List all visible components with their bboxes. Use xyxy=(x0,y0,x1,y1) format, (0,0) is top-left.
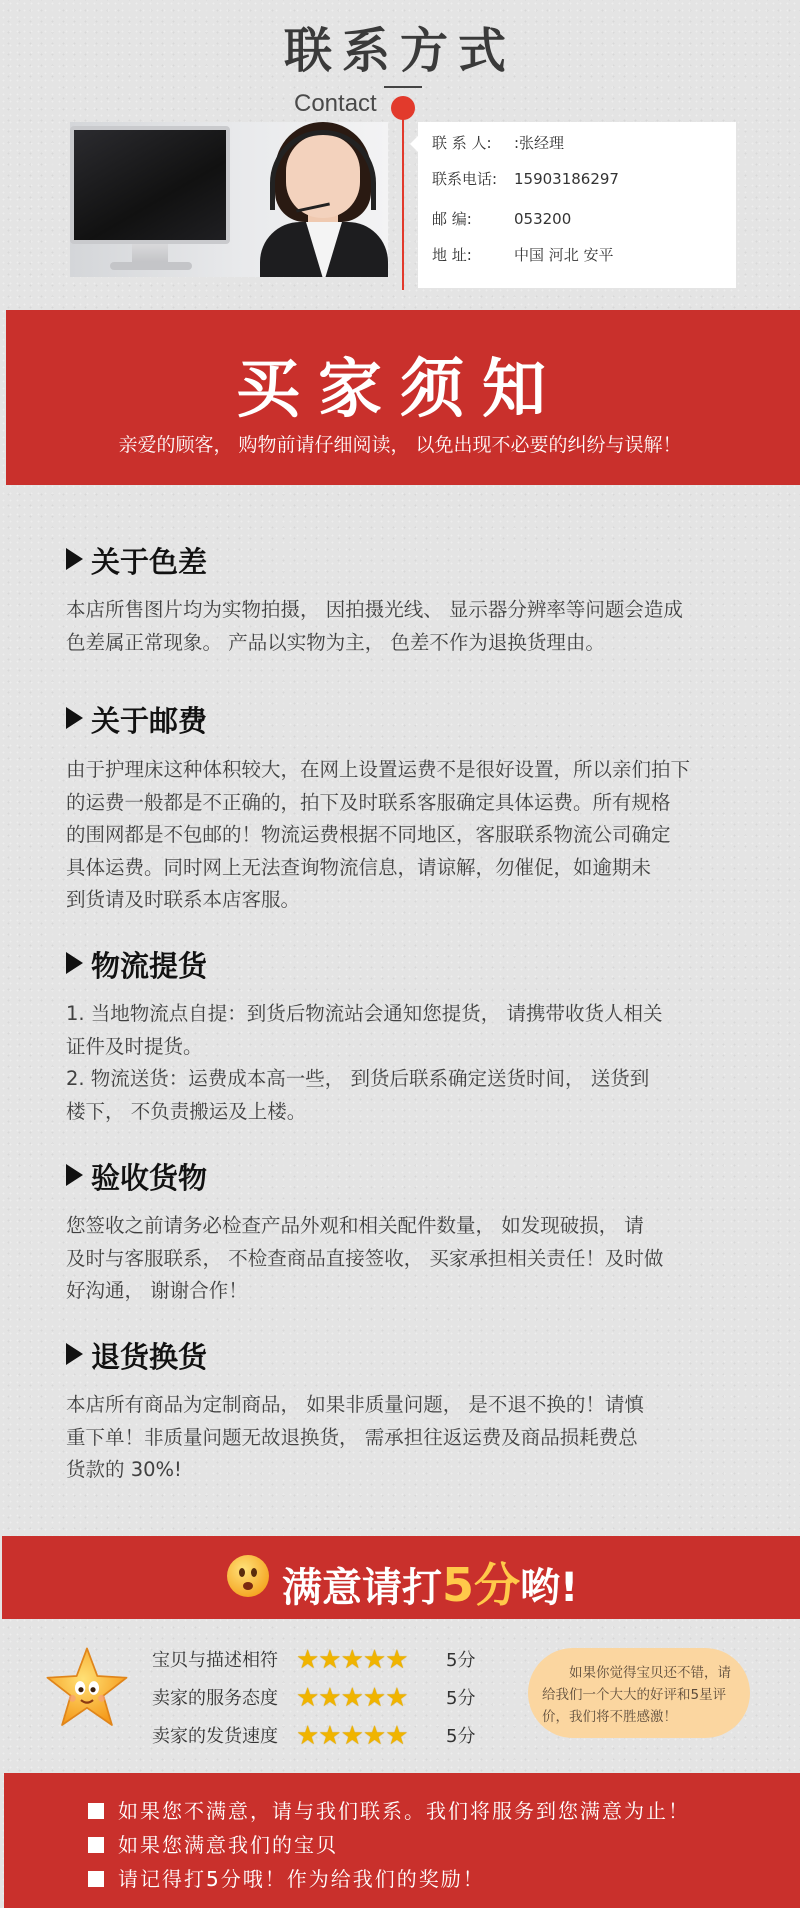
contact-phone-value[interactable]: 15903186297 xyxy=(514,170,619,188)
triangle-bullet-icon xyxy=(66,1343,83,1365)
square-bullet-icon xyxy=(88,1837,104,1853)
rating-row-service: 卖家的服务态度 ★★★★★ 5分 xyxy=(152,1683,476,1713)
info-card-pointer xyxy=(410,136,418,152)
contact-title: 联系方式 xyxy=(283,23,516,79)
section-heading-returns: 退货换货 xyxy=(66,1335,207,1376)
five-star-rating-icon: ★★★★★ xyxy=(296,1645,408,1675)
triangle-bullet-icon xyxy=(66,707,83,729)
section-body-returns: 本店所有商品为定制商品， 如果非质量问题， 是不退不换的！请慎 重下单！非质量问题无故退换货， 需承担往返运费及商品损耗费总 货款的 30%! xyxy=(66,1393,644,1481)
square-bullet-icon xyxy=(88,1803,104,1819)
section-body-inspection: 您签收之前请务必检查产品外观和相关配件数量， 如发现破损， 请 及时与客服联系， 不检查商品直接签收， 买家承担相关责任！及时做 好沟通， 谢谢合作！ xyxy=(66,1214,664,1302)
contact-person-value: :张经理 xyxy=(514,134,565,152)
rating-row-description: 宝贝与描述相符 ★★★★★ 5分 xyxy=(152,1645,476,1675)
contact-subtitle: Contact xyxy=(294,90,377,117)
contact-info-card xyxy=(418,122,736,288)
contact-postcode-value: 053200 xyxy=(514,210,572,228)
section-heading-inspection: 验收货物 xyxy=(66,1156,207,1197)
rating-row-delivery: 卖家的发货速度 ★★★★★ 5分 xyxy=(152,1721,476,1751)
triangle-bullet-icon xyxy=(66,952,83,974)
buyer-notice-title: 买家须知 xyxy=(236,353,564,427)
section-heading-logistics: 物流提货 xyxy=(66,944,207,985)
five-star-rating-icon: ★★★★★ xyxy=(296,1721,408,1751)
buyer-notice-subtitle: 亲爱的顾客， 购物前请仔细阅读， 以免出现不必要的纠纷与误解！ xyxy=(118,434,682,456)
section-heading-color-difference: 关于色差 xyxy=(66,540,207,581)
contact-person-row: 联 系 人: :张经理 xyxy=(432,134,565,152)
satisfaction-line: 如果您满意我们的宝贝 xyxy=(88,1829,338,1858)
section-body-shipping-fee: 由于护理床这种体积较大，在网上设置运费不是很好设置，所以亲们拍下 的运费一般都是不正确的，拍下及时联系客服确定具体运费。所有规格 的围网都是不包邮的！物流运费根据不同地区，客服联系物流公司确定 具体运费。同时网上无法查询物流信息，请谅解，勿催促，如逾期未 到货请及时联系本店客服。 xyxy=(66,758,691,911)
customer-service-photo xyxy=(70,122,388,277)
triangle-bullet-icon xyxy=(66,1164,83,1186)
satisfaction-line: 如果您不满意，请与我们联系。我们将服务到您满意为止！ xyxy=(88,1795,690,1824)
star-mascot-icon xyxy=(44,1645,130,1731)
contact-postcode-row: 邮 编: 053200 xyxy=(432,210,572,228)
satisfaction-line: 请记得打5分哦！作为给我们的奖励！ xyxy=(88,1863,485,1892)
triangle-bullet-icon xyxy=(66,548,83,570)
monitor-illustration xyxy=(70,126,230,244)
timeline-dot xyxy=(391,96,415,120)
rating-banner-title: 满意请打5分哟! xyxy=(282,1558,579,1612)
section-heading-shipping-fee: 关于邮费 xyxy=(66,699,207,740)
smiley-face-icon xyxy=(227,1555,269,1597)
contact-address-value: 中国 河北 安平 xyxy=(514,246,614,264)
section-body-logistics: 1. 当地物流点自提：到货后物流站会通知您提货， 请携带收货人相关 证件及时提货。 2. 物流送货：运费成本高一些， 到货后联系确定送货时间， 送货到 楼下， 不负责搬运及上楼。 xyxy=(66,1002,663,1123)
section-body-color-difference: 本店所售图片均为实物拍摄， 因拍摄光线、 显示器分辨率等问题会造成 色差属正常现象。 产品以实物为主， 色差不作为退换货理由。 xyxy=(66,598,683,654)
five-star-rating-icon: ★★★★★ xyxy=(296,1683,408,1713)
review-request-text: 如果你觉得宝贝还不错，请给我们一个大大的好评和5星评价，我们将不胜感激！ xyxy=(542,1665,731,1725)
review-request-bubble xyxy=(528,1648,750,1738)
contact-divider xyxy=(384,86,422,88)
square-bullet-icon xyxy=(88,1871,104,1887)
contact-address-row: 地 址: 中国 河北 安平 xyxy=(432,246,614,264)
contact-phone-row: 联系电话: 15903186297 xyxy=(432,170,619,188)
timeline-line xyxy=(402,118,404,290)
